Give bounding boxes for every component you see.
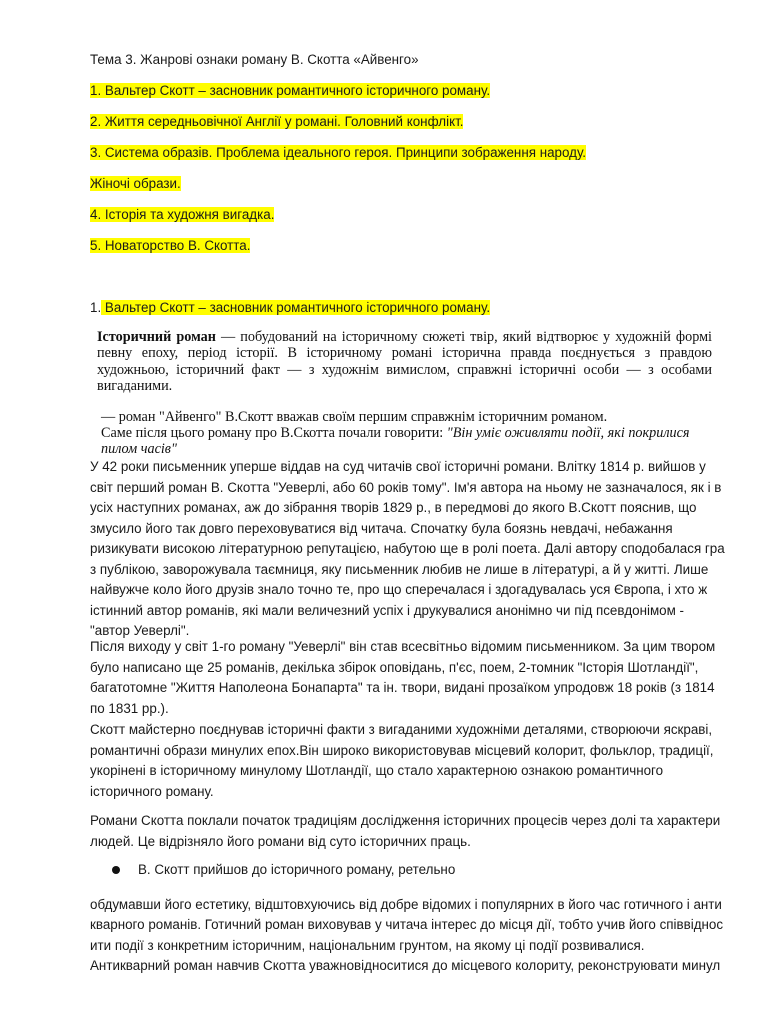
paragraph-line: обдумавши його естетику, відштовхуючись від добре відомих і популярних в його час готичного і анти	[90, 896, 722, 912]
paragraph-line: змусило його так довго переховуватися від читача. Спочатку була боязнь невдачі, небажання	[90, 520, 673, 536]
paragraph-line: з публікою, заворожувала таємниця, яку письменник любив не лише в літературі, а й у житті. Лише	[90, 561, 709, 577]
paragraph-line: романтичні образи минулих епох.Він широко використовував місцевий колорит, фольклор, традиції,	[90, 742, 714, 758]
outline-item-4	[90, 207, 274, 222]
section-number: 1.	[90, 300, 102, 315]
definition-quote	[97, 329, 712, 458]
paragraph-line: світ перший роман В. Скотта "Уеверлі, або 60 років тому". Ім'я автора на ньому не зазначалося, як і в	[90, 479, 722, 495]
bullet-text: В. Скотт прийшов до історичного роману, ретельно	[138, 862, 456, 877]
quote-line-4: вигаданими.	[97, 378, 173, 395]
outline-item-3	[90, 145, 586, 160]
paragraph-line: укорінені в історичному минулому Шотландії, що стало характерною ознакою романтичного	[90, 763, 664, 778]
paragraph-line: кварного романів. Готичний роман виховував у читача інтерес до місця дії, тобто учив його співвіднос	[90, 917, 724, 932]
quote-line-5: — роман "Айвенго" В.Скотт вважав своїм першим справжнім історичним романом.	[101, 408, 608, 425]
paragraph-4	[90, 811, 721, 852]
paragraph-line: Антикварний роман навчив Скотта уважновідноситися до місцевого колориту, реконструювати минул	[90, 958, 721, 973]
document-title: Тема 3. Жанрові ознаки роману В. Скотта «Айвенго»	[90, 52, 419, 67]
paragraph-line: усіх наступних романах, аж до зібрання творів 1829 р., в передмові до якого В.Скотт пояснив, що	[90, 500, 697, 515]
paragraph-3	[90, 720, 714, 802]
quote-line	[97, 329, 712, 345]
quote-line-7: пилом часів"	[101, 441, 177, 458]
paragraph-1	[90, 457, 725, 642]
paragraph-line: найвужче коло його друзів знало точно те, про що сперечалася і здогадувалась уся Європа, і хто ж	[90, 582, 708, 597]
paragraph-line: "автор Уеверлі".	[90, 623, 190, 638]
quote-line-6	[97, 425, 712, 441]
quote-line-2: певну епоху, період історії. В історичному романі історична правда поєднується з правдою	[97, 345, 712, 362]
outline-item-1-text: 1. Вальтер Скотт – засновник романтичного історичного роману.	[90, 83, 491, 98]
quote-line-1: — побудований на історичному сюжеті твір, який відтворює у художній формі	[215, 329, 712, 345]
outline-item-3b	[90, 176, 181, 191]
paragraph-line: істинний автор романів, які мали величезний успіх і друкувалися анонімно чи під псевдонімом -	[90, 602, 685, 618]
paragraph-line: було написано ще 25 романів, декілька збірок оповідань, п'єс, поем, 2-томник "Історія Шотландії",	[90, 659, 699, 675]
section-heading-text: Вальтер Скотт – засновник романтичного історичного роману.	[101, 300, 491, 315]
section-heading	[90, 300, 490, 315]
quote-line-6-italic: "Він уміє оживляти події, які покрилися	[446, 425, 690, 442]
paragraph-line: багатотомне "Життя Наполеона Бонапарта" та ін. твори, видані прозаїком упродовж 18 років (з 1814	[90, 680, 715, 695]
paragraph-line: історичного роману.	[90, 783, 214, 799]
bullet-dot-icon	[112, 866, 120, 874]
outline-item-1	[90, 83, 490, 98]
paragraph-line: людей. Це відрізняло його романи від суто історичних праць.	[90, 833, 471, 849]
paragraph-line: по 1831 рр.).	[90, 700, 169, 716]
paragraph-line: Романи Скотта поклали початок традиціям дослідження історичних процесів через долі та характери	[90, 813, 721, 828]
quote-term: Історичний роман	[97, 329, 216, 345]
quote-line-6-start: Саме після цього роману про В.Скотта почали говорити:	[101, 425, 447, 442]
outline-item-4-text: 4. Історія та художня вигадка.	[90, 207, 275, 222]
outline-item-2	[90, 114, 463, 129]
outline-item-5	[90, 238, 250, 253]
outline-item-5-text: 5. Новаторство В. Скотта.	[90, 238, 251, 253]
paragraph-line: Після виходу у світ 1-го роману "Уеверлі" він став всесвітньо відомим письменником. За цим твором	[90, 639, 716, 654]
paragraph-line	[90, 874, 710, 895]
paragraph-line: Скотт майстерно поєднував історичні факти з вигаданими художніми деталями, створюючи яскраві,	[90, 722, 713, 737]
paragraph-2	[90, 637, 716, 719]
outline-item-3b-text: Жіночі образи.	[90, 176, 181, 191]
outline-item-3-text: 3. Система образів. Проблема ідеального героя. Принципи зображення народу.	[90, 145, 587, 160]
quote-line-3: художньою, історичний факт — з художнім вимислом, справжні історичні особи — з особами	[97, 361, 712, 378]
paragraph-line: У 42 роки письменник уперше віддав на суд читачів свої історичні романи. Влітку 1814 р. вийшов у	[90, 459, 706, 474]
paragraph-line: ити події з конкретним історичним, національним грунтом, на якому ці події розвивалися.	[90, 937, 645, 953]
paragraph-5	[90, 874, 724, 977]
paragraph-line: ризикувати високою літературною репутацією, набутою ще в ролі поета. Далі автору сподобалася гра	[90, 541, 725, 556]
outline-item-2-text: 2. Життя середньовічної Англії у романі. Головний конфлікт.	[90, 114, 464, 129]
